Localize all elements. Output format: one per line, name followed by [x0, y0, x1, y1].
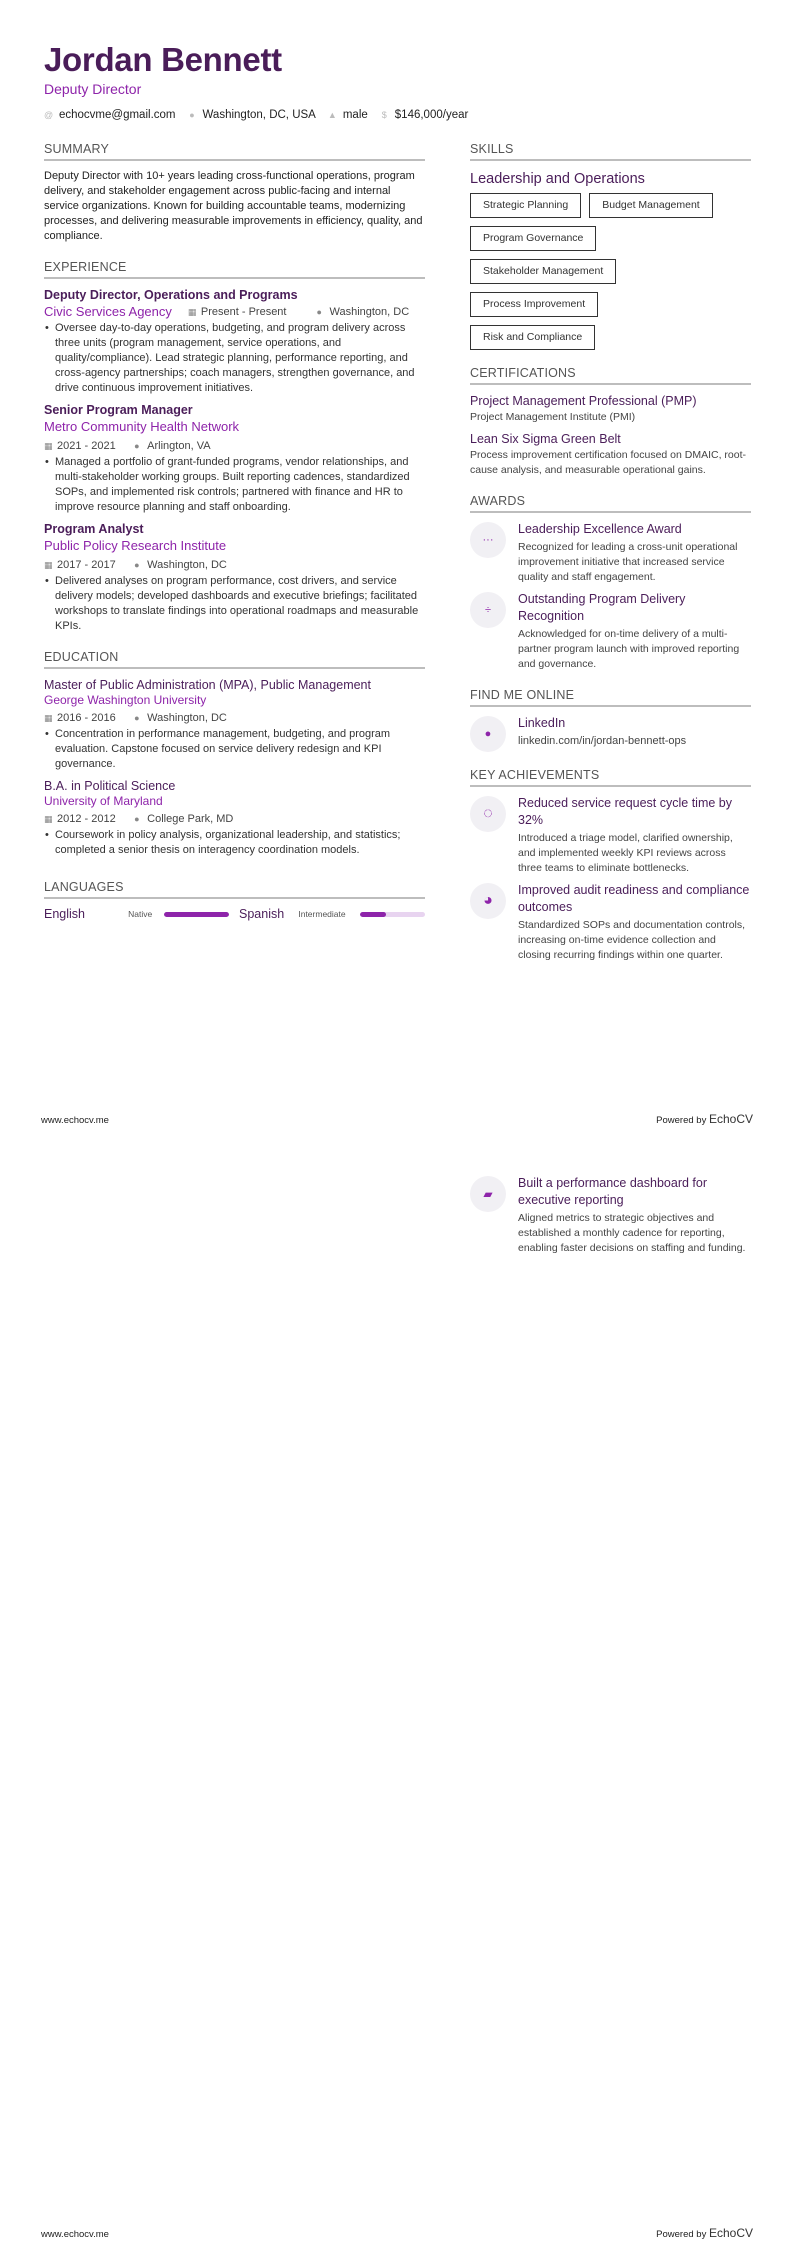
job-meta: [44, 303, 425, 321]
contact-email-value: echocvme@gmail.com: [59, 109, 176, 121]
job-dates: [44, 557, 116, 574]
edu-bullet: • Coursework in policy analysis, organizational leadership, and statistics; completed a senior thesis on interagency coordination models.: [44, 828, 425, 858]
achievement-title: Built a performance dashboard for executive reporting: [518, 1176, 707, 1207]
achievements-section: [470, 768, 751, 963]
certifications-section: [470, 366, 751, 478]
edu-degree: B.A. in Political Science: [44, 779, 176, 793]
edu-meta: [44, 708, 425, 727]
skill-chip: Risk and Compliance: [470, 325, 595, 350]
skill-chip: Strategic Planning: [470, 193, 581, 218]
section-heading-online: FIND ME ONLINE: [470, 688, 751, 707]
calendar-icon: ▦: [44, 560, 53, 570]
person-icon: ▲: [327, 109, 337, 120]
section-heading-summary: SUMMARY: [44, 142, 425, 161]
job-bullets: [44, 455, 425, 515]
achievement-title: Reduced service request cycle time by 32%: [518, 796, 732, 827]
education-item: [44, 677, 425, 772]
achievement-description: Introduced a triage model, clarified ownership, and implemented weekly KPI reviews across three teams to eliminate bottlenecks.: [518, 832, 733, 874]
edu-dates: [44, 811, 116, 828]
job-location-value: Arlington, VA: [147, 440, 211, 452]
award-description: Recognized for leading a cross-unit operational improvement initiative that increased service quality and staff engagement.: [518, 541, 738, 583]
summary-text: Deputy Director with 10+ years leading cross-functional operations, program delivery, and stakeholder engagement across public-facing and internal service organizations. Known for building accountable teams, modernizing processes, and delivering measurable improvements in efficiency, quality, and compliance.: [44, 170, 423, 242]
awards-section: [470, 494, 751, 672]
job-location: [316, 306, 409, 318]
section-heading-achievements: KEY ACHIEVEMENTS: [470, 768, 751, 787]
skill-chip: Program Governance: [470, 226, 596, 251]
brand-name[interactable]: EchoCV: [708, 1112, 753, 1126]
job-company: Public Policy Research Institute: [44, 538, 227, 553]
job-title: Program Analyst: [44, 522, 144, 536]
contact-gender-value: male: [342, 109, 368, 121]
job-title: Senior Program Manager: [44, 403, 193, 417]
candidate-name: Jordan Bennett: [44, 41, 282, 78]
divide-icon: ÷: [470, 592, 506, 628]
award-description: Acknowledged for on-time delivery of a multi-partner program launch with improved reporting and governance.: [518, 628, 740, 670]
powered-by-label: Powered by: [656, 1115, 707, 1126]
contact-location: [188, 109, 316, 121]
calendar-icon: ▦: [44, 713, 53, 723]
edu-location-value: Washington, DC: [147, 712, 227, 724]
languages-row: [44, 907, 425, 921]
section-heading-education: EDUCATION: [44, 650, 425, 669]
edu-bullets: [44, 828, 425, 858]
experience-item: [44, 521, 425, 634]
dollar-icon: $: [381, 109, 387, 120]
edu-dates: [44, 710, 116, 727]
resume-header: [44, 40, 282, 98]
job-location: [134, 438, 210, 455]
experience-item: [44, 287, 425, 396]
brand-name[interactable]: EchoCV: [708, 2226, 753, 2240]
section-heading-awards: AWARDS: [470, 494, 751, 513]
job-dates: [188, 306, 287, 318]
award-title: Outstanding Program Delivery Recognition: [518, 592, 686, 623]
contact-row: [44, 109, 468, 121]
job-dates: [44, 438, 116, 455]
languages-section: [44, 880, 425, 921]
footer-site-link[interactable]: www.echocv.me: [41, 1115, 109, 1126]
edu-degree: Master of Public Administration (MPA), Public Management: [44, 678, 371, 692]
location-pin-icon: ●: [316, 307, 322, 317]
edu-location: [134, 811, 233, 828]
summary-section: [44, 142, 425, 244]
online-section: [470, 688, 751, 752]
education-section: [44, 650, 425, 858]
experience-item: [44, 402, 425, 515]
language-proficiency-bar: [164, 912, 229, 917]
achievement-item: [470, 882, 751, 963]
message-icon: ▰: [470, 1176, 506, 1212]
online-url[interactable]: linkedin.com/in/jordan-bennett-ops: [518, 735, 687, 747]
candidate-title: Deputy Director: [44, 81, 142, 97]
skill-chip: Budget Management: [589, 193, 712, 218]
language-level: Intermediate: [298, 909, 346, 919]
cert-name: Lean Six Sigma Green Belt: [470, 432, 621, 446]
experience-section: [44, 260, 425, 634]
job-bullets: [44, 574, 425, 634]
job-dates-value: 2021 - 2021: [57, 440, 116, 452]
language-name: Spanish: [239, 907, 285, 921]
award-item: [470, 521, 751, 585]
location-pin-icon: ●: [134, 441, 140, 451]
edu-dates-value: 2012 - 2012: [57, 813, 116, 825]
skills-section: [470, 142, 751, 350]
achievement-description: Standardized SOPs and documentation controls, increasing on-time evidence collection and closing recurring findings within one quarter.: [518, 919, 746, 961]
job-bullets: [44, 321, 425, 396]
dashed-circle-icon: ◌: [470, 796, 506, 832]
section-heading-languages: LANGUAGES: [44, 880, 425, 899]
award-title: Leadership Excellence Award: [518, 522, 682, 536]
online-item[interactable]: [470, 715, 751, 752]
page-footer: [41, 1112, 753, 1126]
calendar-icon: ▦: [44, 441, 53, 451]
edu-bullet: • Concentration in performance management, budgeting, and program evaluation. Capstone focused on service delivery redesign and KPI governance.: [44, 727, 425, 772]
calendar-icon: ▦: [44, 814, 53, 824]
job-bullet: • Managed a portfolio of grant-funded programs, vendor relationships, and multi-stakeholder working groups. Built reporting cadences, standardized SOPs, and implemented risk controls; partnered with finance and HR to improve resource planning and staff onboarding.: [44, 455, 425, 515]
left-column: [44, 142, 425, 937]
powered-by-label: Powered by: [656, 2229, 707, 2240]
calendar-icon: ▦: [187, 306, 197, 317]
achievement-item: [470, 1175, 751, 1256]
job-dates-value: 2017 - 2017: [57, 559, 116, 571]
job-bullet: • Delivered analyses on program performance, cost drivers, and service delivery models; developed dashboards and executive briefings; facilitated workshops to translate findings into operational roadmaps and measurable KPIs.: [44, 574, 425, 634]
language-name: English: [44, 907, 85, 921]
location-pin-icon: ●: [189, 109, 195, 120]
language-proficiency-fill: [360, 912, 386, 917]
achievement-item: [470, 795, 751, 876]
contact-location-value: Washington, DC, USA: [202, 109, 316, 121]
cert-name: Project Management Professional (PMP): [470, 394, 697, 408]
skill-chips: [470, 193, 751, 350]
right-column: [470, 142, 751, 979]
job-location: [134, 557, 227, 574]
job-company: Metro Community Health Network: [44, 419, 240, 434]
edu-bullets: [44, 727, 425, 772]
job-meta: [44, 436, 425, 455]
ellipsis-icon: ···: [470, 522, 506, 558]
edu-location: [134, 710, 227, 727]
section-heading-experience: EXPERIENCE: [44, 260, 425, 279]
job-meta: [44, 555, 425, 574]
achievement-title: Improved audit readiness and compliance outcomes: [518, 883, 750, 914]
skill-chip: Process Improvement: [470, 292, 598, 317]
education-item: [44, 778, 425, 858]
contact-salary: [380, 109, 469, 121]
section-heading-certifications: CERTIFICATIONS: [470, 366, 751, 385]
achievement-description: Aligned metrics to strategic objectives and established a monthly cadence for reporting, enabling faster decisions on staffing and funding.: [518, 1212, 746, 1254]
location-pin-icon: ●: [134, 814, 140, 824]
edu-dates-value: 2016 - 2016: [57, 712, 116, 724]
cert-description: Process improvement certification focused on DMAIC, root-cause analysis, and measurable operational gains.: [470, 449, 747, 476]
cert-issuer: Project Management Institute (PMI): [470, 411, 636, 423]
skill-chip: Stakeholder Management: [470, 259, 616, 284]
edu-location-value: College Park, MD: [147, 813, 234, 825]
footer-powered: [656, 1112, 753, 1126]
online-title: LinkedIn: [518, 716, 566, 730]
right-column-continued: [470, 1175, 751, 1262]
job-location-value: Washington, DC: [329, 306, 410, 318]
contact-email[interactable]: [44, 109, 176, 121]
award-item: [470, 591, 751, 672]
skill-group-title: Leadership and Operations: [470, 171, 645, 187]
edu-school: George Washington University: [44, 693, 207, 707]
contact-gender: [328, 109, 368, 121]
edu-school: University of Maryland: [44, 794, 163, 808]
pie-chart-icon: ◕: [470, 883, 506, 919]
language-level: Native: [128, 909, 153, 919]
footer-powered: [656, 2226, 753, 2240]
job-bullet: • Oversee day-to-day operations, budgeting, and program delivery across three units (program management, service operations, and quality/compliance). Lead strategic planning, performance reporting, and cross-agency partnerships; coach managers, strengthen governance, and drive continuous improvement initiatives.: [44, 321, 425, 396]
footer-site-link[interactable]: www.echocv.me: [41, 2229, 109, 2240]
edu-meta: [44, 809, 425, 828]
job-title: Deputy Director, Operations and Programs: [44, 288, 298, 302]
section-heading-skills: SKILLS: [470, 142, 751, 161]
at-icon: @: [44, 109, 54, 120]
job-company: Civic Services Agency: [44, 304, 172, 319]
chat-bubble-icon: ●: [470, 716, 506, 752]
location-pin-icon: ●: [134, 713, 140, 723]
language-proficiency-fill: [164, 912, 229, 917]
job-dates-value: Present - Present: [200, 306, 287, 318]
contact-salary-value: $146,000/year: [394, 109, 469, 121]
language-proficiency-bar: [360, 912, 425, 917]
page-footer: [41, 2226, 753, 2240]
location-pin-icon: ●: [134, 560, 140, 570]
job-location-value: Washington, DC: [147, 559, 227, 571]
